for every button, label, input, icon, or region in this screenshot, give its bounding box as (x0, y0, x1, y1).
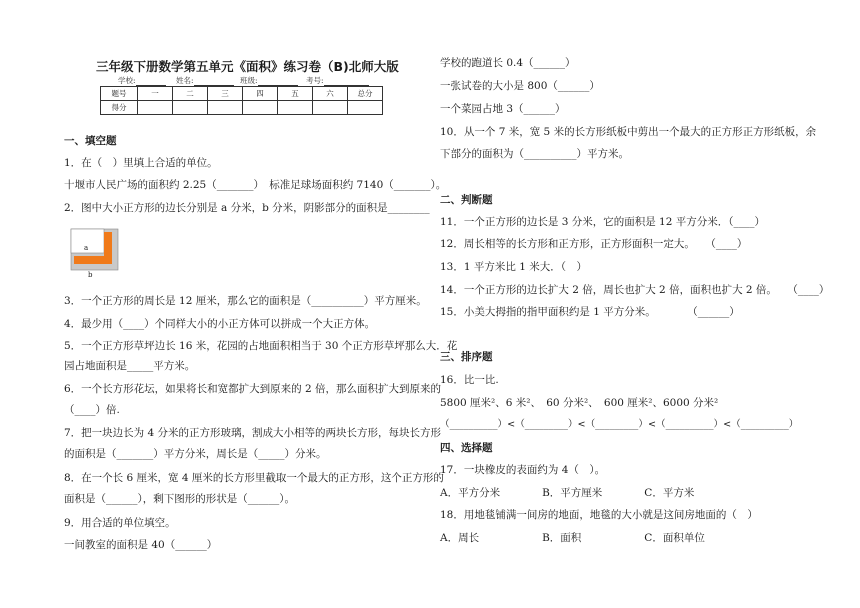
question-13: 13．1 平方米比 1 米大．（ ） (440, 261, 587, 273)
question-17: 17．一块橡皮的表面约为 4（ ）。 (440, 464, 606, 476)
question-9-item: 一个菜园占地 3（______） (440, 103, 566, 115)
question-7: 7．把一块边长为 4 分米的正方形玻璃，割成大小相等的两块长方形，每块长方形 (64, 427, 442, 439)
question-15: 15．小美大拇指的指甲面积约是 1 平方分米。 （______） (440, 306, 740, 318)
question-18: 18．用地毯铺满一间房的地面，地毯的大小就是这间房地面的（ ） (440, 509, 758, 521)
question-14: 14．一个正方形的边长扩大 2 倍，周长也扩大 2 倍，面积也扩大 2 倍。 （____） (440, 284, 830, 296)
class-label: 班级: (240, 75, 298, 86)
question-10-cont: 下部分的面积为（__________）平方米。 (440, 148, 629, 160)
score-blank[interactable] (313, 101, 348, 115)
score-blank[interactable] (278, 101, 313, 115)
score-cell: 四 (243, 87, 278, 101)
question-1: 1．在（ ）里填上合适的单位。 (64, 157, 218, 169)
question-18-options: A．周长 B．面积 C．面积单位 (440, 532, 705, 544)
section-heading-true-false: 二、判断题 (440, 194, 493, 206)
score-cell: 五 (278, 87, 313, 101)
score-blank[interactable] (173, 101, 208, 115)
question-5: 5．一个正方形草坪边长 16 米，花园的占地面积相当于 30 个正方形草坪那么大．花 (64, 340, 458, 352)
square-figure (70, 228, 120, 279)
score-blank[interactable] (348, 101, 383, 115)
question-9-item: 一间教室的面积是 40（______） (64, 539, 218, 551)
section-heading-ordering: 三、排序题 (440, 351, 493, 363)
score-table-header-row (101, 87, 383, 101)
question-12: 12．周长相等的长方形和正方形，正方形面积一定大。 （____） (440, 238, 748, 250)
question-5-cont: 园占地面积是_____平方米。 (64, 360, 196, 372)
school-label: 学校: (118, 75, 166, 86)
question-4: 4．最少用（____）个同样大小的小正方体可以拼成一个大正方体。 (64, 318, 376, 330)
question-8: 8．在一个长 6 厘米，宽 4 厘米的长方形里截取一个最大的正方形，这个正方形的 (64, 472, 444, 484)
question-3: 3．一个正方形的周长是 12 厘米，那么它的面积是（__________）平方厘米。 (64, 295, 427, 307)
question-9: 9．用合适的单位填空。 (64, 517, 176, 529)
square-figure-drawing (70, 228, 120, 274)
question-8-cont: 面积是（______），剩下图形的形状是（______）。 (64, 493, 295, 505)
question-9-item: 学校的跑道长 0.4（______） (440, 57, 576, 69)
page-title: 三年级下册数学第五单元《面积》练习卷（B)北师大版 (96, 59, 399, 74)
score-cell: 六 (313, 87, 348, 101)
question-10: 10．从一个 7 米，宽 5 米的长方形纸板中剪出一个最大的正方形正方形纸板，余 (440, 126, 817, 138)
question-6: 6．一个长方形花坛，如果将长和宽都扩大到原来的 2 倍，那么面积扩大到原来的 (64, 383, 442, 395)
score-cell: 一 (138, 87, 173, 101)
score-cell: 题号 (101, 87, 138, 101)
question-9-item: 一张试卷的大小是 800（______） (440, 80, 600, 92)
score-blank[interactable] (208, 101, 243, 115)
score-cell: 三 (208, 87, 243, 101)
question-1-line: 十堰市人民广场的面积约 2.25（_______） 标准足球场面积约 7140（_______）。 (64, 179, 447, 191)
section-heading-fill-blank: 一、填空题 (64, 135, 117, 147)
question-17-options: A．平方分米 B．平方厘米 C．平方米 (440, 487, 695, 499)
name-label: 姓名: (176, 75, 234, 86)
question-16-values: 5800 厘米²、6 米²、 60 分米²、 600 厘米²、6000 分米² (440, 397, 719, 409)
question-2: 2．图中大小正方形的边长分别是 a 分米，b 分米，阴影部分的面积是________ (64, 202, 430, 214)
score-blank[interactable] (243, 101, 278, 115)
question-16-answer-blanks: （__________）<（_________）<（_________）<（__________）<（__________） (440, 419, 799, 430)
question-16: 16．比一比. (440, 374, 499, 386)
question-6-cont: （____）倍. (64, 404, 120, 416)
label-a: a (84, 244, 89, 252)
score-cell: 二 (173, 87, 208, 101)
label-b: b (88, 271, 93, 279)
score-blank[interactable] (138, 101, 173, 115)
score-cell: 总分 (348, 87, 383, 101)
question-7-cont: 的面积是（_______）平方分米，周长是（_____）分米。 (64, 448, 327, 460)
section-heading-choice: 四、选择题 (440, 442, 493, 454)
score-table-score-row (101, 101, 383, 115)
exam-number-label: 考号: (306, 75, 369, 86)
question-11: 11．一个正方形的边长是 3 分米，它的面积是 12 平方分米．（____） (440, 216, 766, 228)
score-cell: 得分 (101, 101, 138, 115)
score-table (100, 86, 383, 115)
